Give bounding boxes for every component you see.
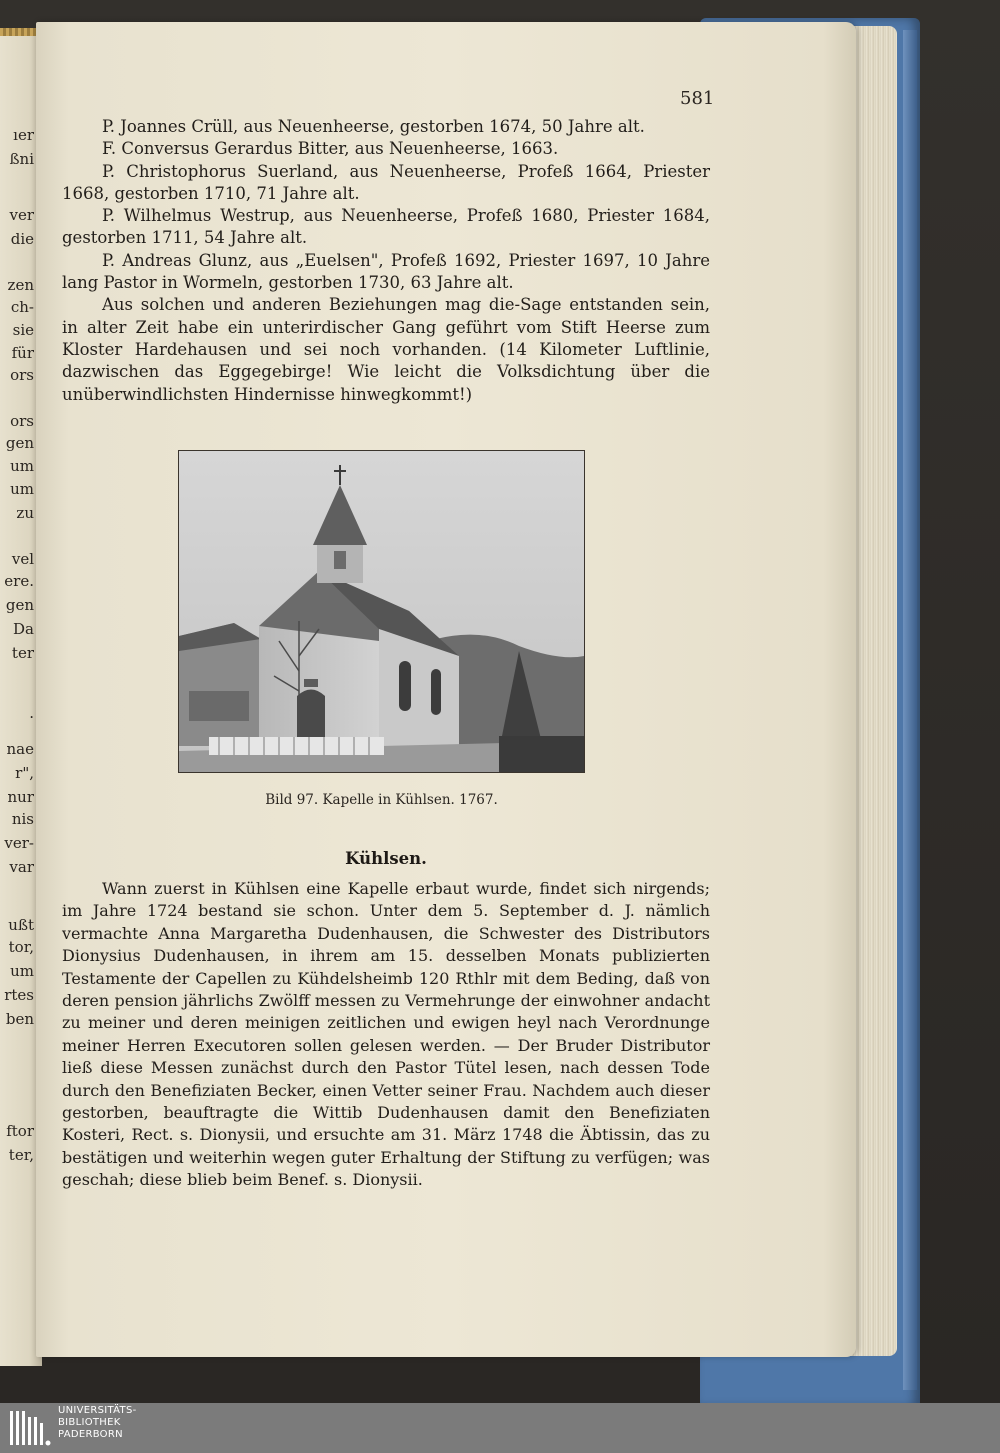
- left-fragment: rtes: [4, 986, 34, 1004]
- left-fragment: ftor: [6, 1122, 34, 1140]
- left-fragment: zen: [7, 276, 34, 294]
- left-fragment: ıer: [13, 126, 34, 144]
- chapel-photograph: [178, 450, 585, 773]
- paragraph: Aus solchen und anderen Beziehungen mag die-Sage entstanden sein, in alter Zeit habe ein unterirdischer Gang geführt vom Stift Heerse zum Kloster Hardehausen und sei noch vorhanden. (14 Kilometer Luftlinie, dazwischen das Eggegebirge! Wie leicht die Volksdichtung über die unüberwindlichsten Hindernisse hinwegkommt!): [62, 295, 710, 404]
- left-fragment: ors: [10, 412, 34, 430]
- left-fragment: zu: [16, 504, 34, 522]
- text-block-section: [62, 878, 710, 1192]
- library-logo-icon: [8, 1407, 52, 1449]
- left-fragment: .: [29, 704, 34, 722]
- left-fragment: ter,: [8, 1146, 34, 1164]
- paragraph: P. Wilhelmus Westrup, aus Neuenheerse, Profeß 1680, Priester 1684, gestorben 1711, 54 Jahre alt.: [62, 206, 710, 248]
- left-fragment: um: [10, 480, 34, 498]
- left-fragment: gen: [5, 434, 34, 452]
- paragraph: P. Joannes Crüll, aus Neuenheerse, gestorben 1674, 50 Jahre alt.: [102, 117, 645, 136]
- left-fragment: ben: [5, 1010, 34, 1028]
- page-number: 581: [680, 88, 715, 109]
- left-fragment: ere.: [4, 572, 34, 590]
- footer-bar: [0, 1403, 1000, 1453]
- figure-caption: Bild 97. Kapelle in Kühlsen. 1767.: [265, 792, 498, 808]
- left-fragment: r",: [15, 764, 34, 782]
- text-block-top: [62, 116, 710, 406]
- left-fragment: ver: [9, 206, 34, 224]
- left-fragment: sie: [12, 321, 34, 339]
- left-fragment: tor,: [8, 938, 34, 956]
- section-paragraph: Wann zuerst in Kühlsen eine Kapelle erbaut wurde, findet sich nirgends; im Jahre 1724 bestand sie schon. Unter dem 5. September d. J. nämlich vermachte Anna Margaretha Dudenhausen, die Schwester des Distributors Dionysius Dudenhausen, in ihrem am 15. desselben Monats publizierten Testamente der Capellen zu Kühdelsheimb 120 Rthlr mit dem Beding, daß von deren pension jährlichs Zwölff messen zu Vermehrunge der einwohner andacht zu meiner und deren meinigen zeitlichen und ewigen heyl nach Verordnunge meiner Herren Executoren sollen gelesen werden. — Der Bruder Distributor ließ diese Messen zunächst durch den Pastor Tütel lesen, nach dessen Tode durch den Benefiziaten Becker, einen Vetter seiner Frau. Nachdem auch dieser gestorben, beauftragte die Wittib Dudenhausen damit den Benefiziaten Kosteri, Rect. s. Dionysii, und ersuchte am 31. März 1748 die Äbtissin, das zu bestätigen und weiterhin wegen guter Erhaltung der Stiftung zu verfügen; was geschah; diese blieb beim Benef. s. Dionysii.: [62, 879, 710, 1190]
- paragraph: P. Christophorus Suerland, aus Neuenheerse, Profeß 1664, Priester 1668, gestorben 1710, 71 Jahre alt.: [62, 161, 710, 203]
- left-fragment: ßni: [9, 150, 34, 168]
- left-fragment: ors: [10, 366, 34, 384]
- left-fragment: ch-: [10, 298, 34, 316]
- left-fragment: nur: [7, 788, 34, 806]
- left-fragment: für: [11, 344, 34, 362]
- left-fragment: die: [10, 230, 34, 248]
- left-fragment: vel: [11, 550, 34, 568]
- chapel-illustration: [179, 451, 584, 772]
- left-fragment: ter: [11, 644, 34, 662]
- left-fragment: nae: [6, 740, 34, 758]
- logo-line: PADERBORN: [58, 1429, 123, 1440]
- left-fragment: um: [10, 962, 34, 980]
- paragraph: F. Conversus Gerardus Bitter, aus Neuenheerse, 1663.: [102, 139, 559, 159]
- left-fragment: var: [9, 858, 34, 876]
- left-fragment: Da: [13, 620, 34, 638]
- book-cover-edge: [903, 30, 917, 1390]
- library-logo-text: [58, 1405, 137, 1441]
- left-fragment: nis: [11, 810, 34, 828]
- logo-line: BIBLIOTHEK: [58, 1417, 121, 1428]
- left-fragment: ußt: [8, 916, 34, 934]
- section-title: Kühlsen.: [345, 849, 427, 868]
- logo-line: UNIVERSITÄTS-: [58, 1405, 137, 1416]
- paragraph: P. Andreas Glunz, aus „Euelsen", Profeß 1692, Priester 1697, 10 Jahre lang Pastor in Wormeln, gestorben 1730, 63 Jahre alt.: [62, 250, 710, 293]
- left-fragment: gen: [5, 596, 34, 614]
- left-fragment: ver-: [4, 834, 34, 852]
- left-fragment: um: [10, 457, 34, 475]
